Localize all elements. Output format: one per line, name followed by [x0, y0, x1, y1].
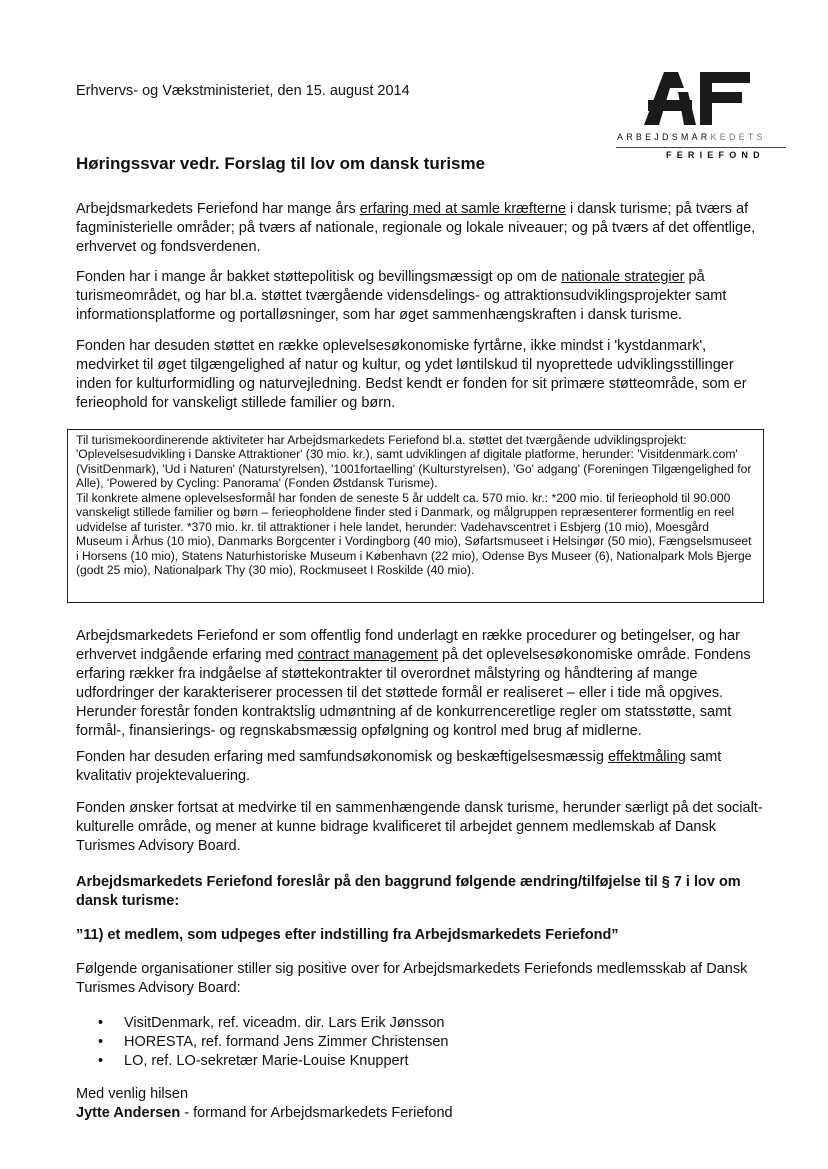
- info-box: [67, 429, 764, 603]
- list-item: • LO, ref. LO-sekretær Marie-Louise Knuppert: [98, 1053, 409, 1069]
- supporters-list: [98, 1014, 448, 1071]
- paragraph-advisory-board: Fonden ønsker fortsat at medvirke til en sammenhængende dansk turisme, herunder særligt på det socialt-kulturelle område, og mener at kunne bidrage kvalificeret til arbejdet gennem medlemskab af Dansk Turismes Advisory Board.: [76, 800, 763, 854]
- paragraph-lighthouses: Fonden har desuden støttet en række oplevelsesøkonomiske fyrtårne, ikke mindst i 'kystdanmark', medvirket til øget tilgængelighed af natur og kultur, og ydet løntilskud til nyoprettede udviklingsstillinger inden for kulturformidling og naturvejledning. Bedst kendt er fonden for sit primære støtteområde, som er ferieophold for vanskeligt stillede familier og børn.: [76, 338, 747, 411]
- dateline: Erhvervs- og Vækstministeriet, den 15. august 2014: [76, 83, 410, 99]
- page-title: Høringssvar vedr. Forslag til lov om dansk turisme: [76, 154, 486, 173]
- info-box-grants: Til konkrete almene oplevelsesformål har fonden de seneste 5 år uddelt ca. 570 mio. kr.: *200 mio. til ferieophold til 90.000 vanskeligt stillede familier og børn – ferieopholdene finder sted i Danmark, og målgruppen repræsenterer formentlig en reel udvidelse af turister. *370 mio. kr. til attraktioner i hele landet, herunder: Vadehavscentret i Esbjerg (10 mio), Moesgård Museum i Århus (10 mio), Danmarks Borgcenter i Vordingborg (40 mio), Søfartsmuseet i Helsingør (50 mio), Fængselsmuseet i Horsens (10 mio), Statens Naturhistoriske Museum i København (22 mio), Odense Bys Museer (6), Nationalpark Mols Bjerge (godt 25 mio), Nationalpark Thy (30 mio), Rockmuseet I Roskilde (40 mio).: [76, 490, 752, 578]
- link-effektmaaling: effektmåling: [607, 749, 686, 765]
- paragraph-experience: Arbejdsmarkedets Feriefond har mange års erfaring med at samle kræfterne i dansk turisme; på tværs af fagministerielle områder; på tværs af nationale, regionale og lokale niveauer; og på tværs af det offentlige, erhvervet og fondsverdenen.: [76, 201, 756, 255]
- list-item: • HORESTA, ref. formand Jens Zimmer Christensen: [98, 1034, 449, 1050]
- signatory-name: Jytte Andersen: [76, 1105, 181, 1121]
- bullet-icon: •: [98, 1053, 104, 1069]
- logo-text-line2: FERIEFOND: [666, 150, 765, 160]
- list-item: • VisitDenmark, ref. viceadm. dir. Lars Erik Jønsson: [98, 1015, 445, 1031]
- paragraph-effect-measurement: Fonden har desuden erfaring med samfundsøkonomisk og beskæftigelsesmæssig effektmåling samt kvalitativ projektevaluering.: [76, 749, 722, 784]
- signatory-role: - formand for Arbejdsmarkedets Feriefond: [180, 1105, 453, 1121]
- logo-divider: [616, 147, 786, 148]
- paragraph-contract-management: Arbejdsmarkedets Feriefond er som offentlig fond underlagt en række procedurer og betingelser, og har erhvervet indgående erfaring med contract management på det oplevelsesøkonomiske område. Fondens erfaring rækker fra indgåelse af støttekontrakter til overordnet målstyring og håndtering af mange udfordringer der karakteriserer processen til det støttede formål er realiseret – eller i tide må opgives. Herunder forestår fonden kontraktslig udmøntning af de konkurrenceretlige regler om statsstøtte, samt formål-, finansierings- og regnskabsmæssig opfølgning og kontrol med brug af midlerne.: [76, 628, 751, 739]
- closing-greeting: Med venlig hilsen: [76, 1086, 189, 1102]
- proposal-heading: Arbejdsmarkedets Feriefond foreslår på den baggrund følgende ændring/tilføjelse til § 7 i lov om dansk turisme:: [76, 874, 741, 909]
- feriefond-logo: [614, 70, 786, 162]
- link-nationale-strategier: nationale strategier: [561, 269, 685, 285]
- af-logo-mark-icon: [644, 70, 754, 125]
- paragraph-strategies: Fonden har i mange år bakket støttepolitisk og bevillingsmæssigt op om de nationale strategier på turismeområdet, og har bl.a. støttet tværgående vidensdelings- og attraktionsudviklingsprojekter samt informationsplatforme og portalløsninger, som har øget sammenhængskraften i dansk turisme.: [76, 269, 727, 323]
- link-erfaring: erfaring med at samle kræfterne: [359, 201, 567, 217]
- paragraph-supporters: Følgende organisationer stiller sig positive over for Arbejdsmarkedets Feriefonds medlemsskab af Dansk Turismes Advisory Board:: [76, 961, 748, 996]
- signature: [76, 1104, 766, 1123]
- bullet-icon: •: [98, 1034, 104, 1050]
- logo-text-line1: ARBEJDSMARKEDETS: [617, 132, 766, 142]
- proposal-quote: ”11) et medlem, som udpeges efter indstilling fra Arbejdsmarkedets Feriefond”: [76, 927, 619, 943]
- bullet-icon: •: [98, 1015, 104, 1031]
- info-box-coordination: Til turismekoordinerende aktiviteter har Arbejdsmarkedets Feriefond bl.a. støttet det tværgående udviklingsprojekt: 'Oplevelsesudvikling i Danske Attraktioner' (30 mio. kr.), samt udviklingen af digitale platforme, herunder: 'Visitdenmark.com' (VisitDenmark), 'Ud i Naturen' (Naturstyrelsen), '1001fortaelling' (Kulturstyrelsen), 'Go' adgang' (Foreningen Tilgængelighed for Alle), 'Powered by Cycling: Panorama' (Fonden Østdansk Turisme).: [76, 433, 752, 491]
- link-contract-management: contract management: [297, 647, 438, 663]
